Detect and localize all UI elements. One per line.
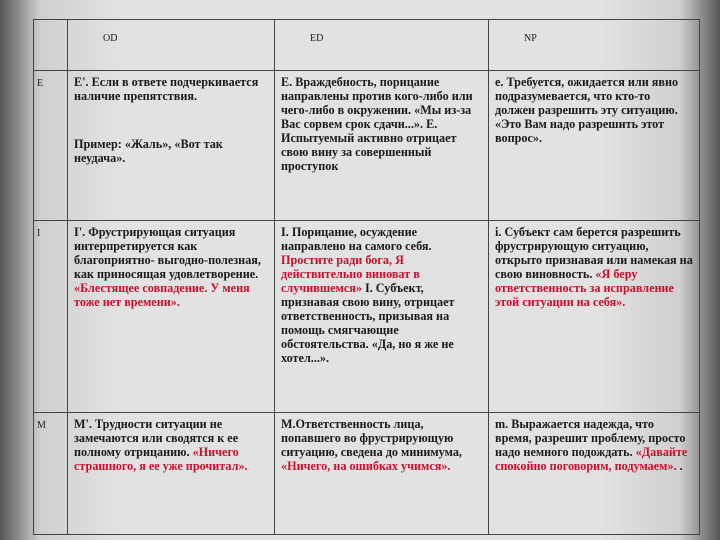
i-od-example: «Блестящее совпадение. У меня тоже нет времени». — [74, 281, 250, 309]
table-row-i — [34, 221, 700, 413]
i-ed-example: Простите ради бога, Я действительно виноват в случившемся» — [281, 253, 420, 295]
e-ed-example: «Мы из-за Вас сорвем срок сдачи...». — [281, 103, 472, 131]
i-ed-example-2: «Да, но я же не хотел...». — [281, 337, 454, 365]
header-empty-cell — [34, 20, 68, 71]
i-np-example: «Я беру ответственность за исправление этой ситуации на себя». — [495, 267, 674, 309]
cell-i-np — [489, 221, 700, 413]
i-np-definition: i. Субъект сам берется разрешить фрустрирующую ситуацию, открыто признавая или намекая на свою виновность. — [495, 225, 693, 281]
cell-e-od — [68, 71, 275, 221]
row-label-i: I — [34, 221, 68, 413]
e-ed-definition: E. Враждебность, порицание направлены против кого-либо или чего-либо в окружении. — [281, 75, 473, 117]
m-ed-definition: M.Ответственность лица, попавшего во фрустрирующую ситуацию, сведена до минимума, — [281, 417, 462, 459]
table-row-e — [34, 71, 700, 221]
e-np-example: «Это Вам надо разрешить этот вопрос». — [495, 117, 665, 145]
m-np-definition: m. Выражается надежда, что время, разрешит проблему, просто надо немного подождать. — [495, 417, 686, 459]
e-od-example: Пример: «Жаль», «Вот так неудача». — [74, 137, 223, 165]
m-od-definition: M'. Трудности ситуации не замечаются или сводятся к ее полному отрицанию. — [74, 417, 239, 459]
row-label-m: M — [34, 413, 68, 535]
cell-m-ed — [275, 413, 489, 535]
m-ed-example: «Ничего, на ошибках учимся». — [281, 459, 451, 473]
cell-e-np — [489, 71, 700, 221]
i-od-definition: I'. Фрустрирующая ситуация интерпретируется как благоприятно- выгодно-полезная, как приносящая удовлетворение. — [74, 225, 261, 281]
table-row-m — [34, 413, 700, 535]
header-np: NP — [489, 20, 700, 71]
row-label-e: E — [34, 71, 68, 221]
cell-i-od — [68, 221, 275, 413]
m-np-tail: . — [676, 459, 683, 473]
cell-e-ed — [275, 71, 489, 221]
cell-i-ed — [275, 221, 489, 413]
e-np-definition: e. Требуется, ожидается или явно подразумевается, что кто-то должен разрешить эту ситуацию. — [495, 75, 679, 117]
frustration-reactions-table — [33, 19, 700, 535]
i-ed-admission: I. Субъект, признавая свою вину, отрицает ответственность, призывая на помощь смягчающие обстоятельства. — [281, 281, 455, 351]
m-np-example: «Давайте спокойно поговорим, подумаем». — [495, 445, 688, 473]
header-ed: ED — [275, 20, 489, 71]
e-ed-denial: E. Испытуемый активно отрицает свою вину за совершенный проступок — [281, 117, 457, 173]
header-row — [34, 20, 700, 71]
m-od-example: «Ничего страшного, я ее уже прочитал». — [74, 445, 248, 473]
header-od: OD — [68, 20, 275, 71]
cell-m-np — [489, 413, 700, 535]
e-od-definition: E'. Если в ответе подчеркивается наличие препятствия. — [74, 75, 259, 103]
cell-m-od — [68, 413, 275, 535]
i-ed-definition: I. Порицание, осуждение направлено на самого себя. — [281, 225, 432, 253]
